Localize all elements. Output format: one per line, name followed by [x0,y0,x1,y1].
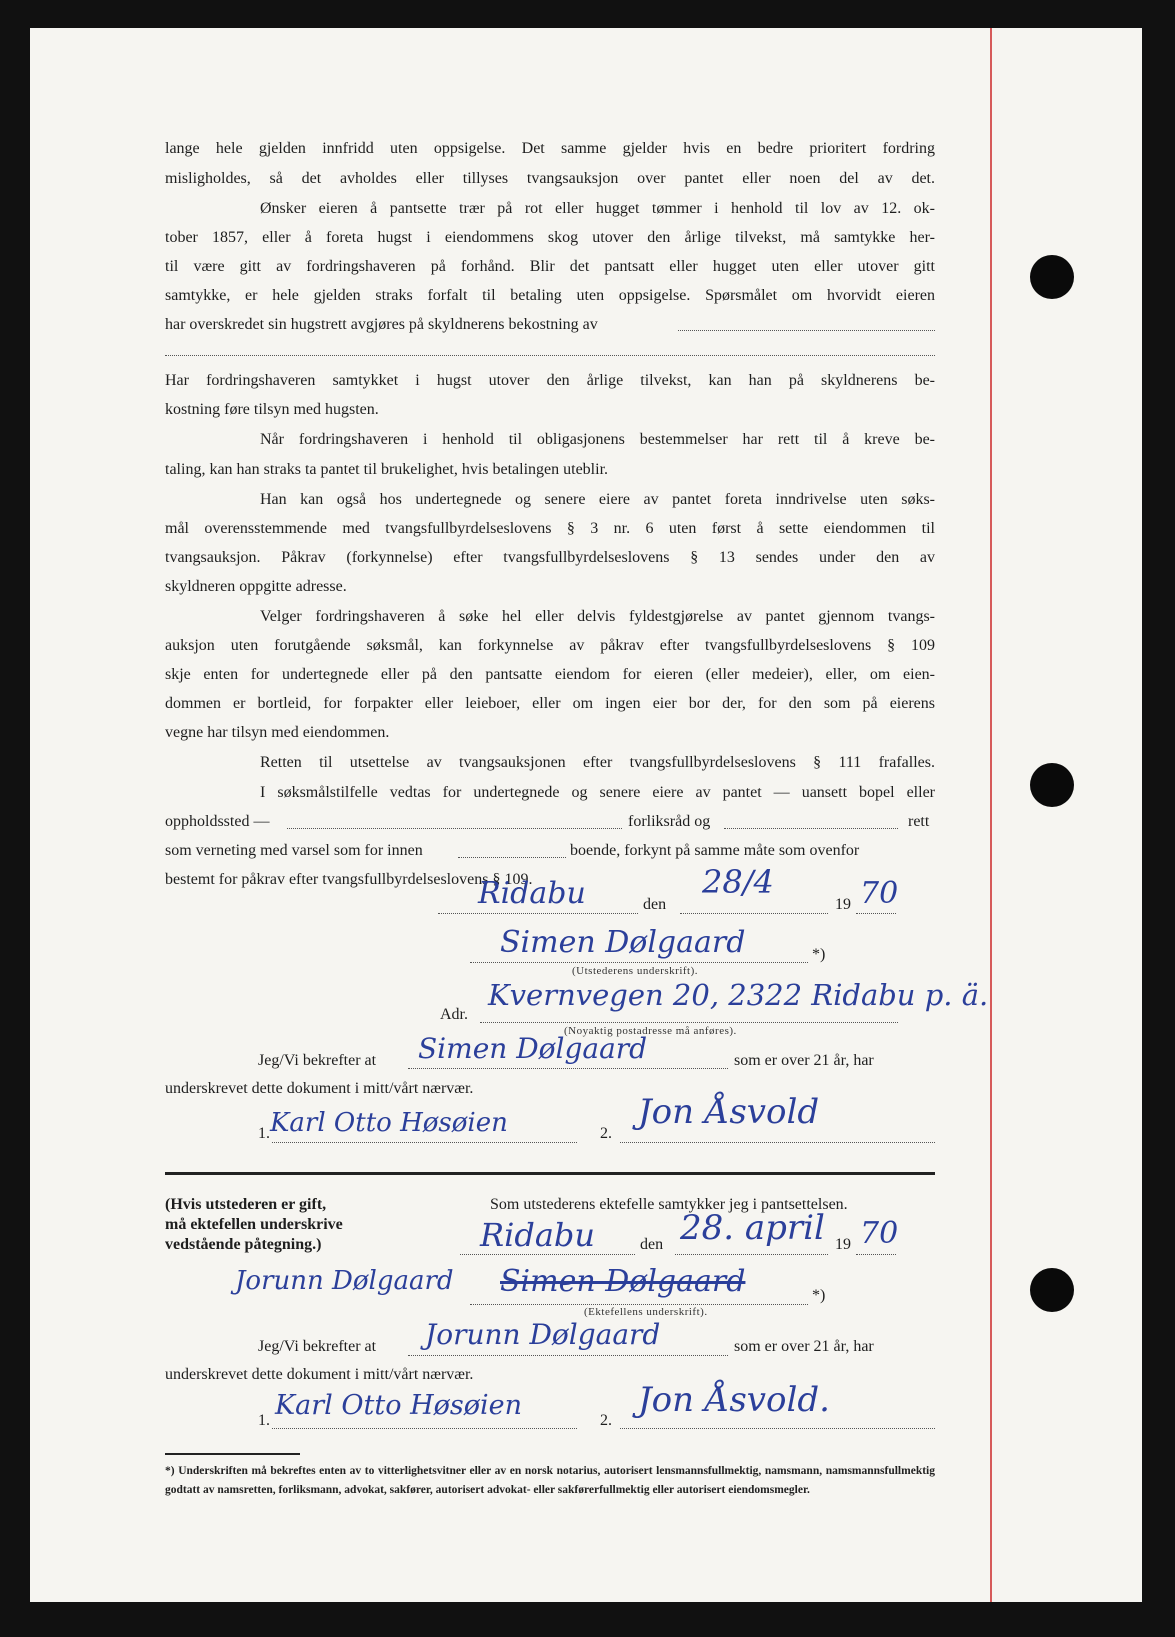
blank-line [724,828,898,829]
body-line: Velger fordringshaveren å søke hel eller delvis fyldestgjørelse av pantet gjennom tvangs- [260,608,935,625]
body-line: Retten til utsettelse av tvangsauksjonen efter tvangsfullbyrdelseslovens § 111 frafalles. [260,754,935,771]
spouse-note-line: må ektefellen underskrive [165,1216,343,1233]
blank-line [272,1142,577,1143]
handwritten-signature: Simen Dølgaard [500,925,746,960]
venue-line3: bestemt for påkrav efter tvangsfullbyrdelseslovens § 109. [165,871,533,888]
struck-signature: Simen Dølgaard [500,1264,746,1299]
handwritten-spouse-signature: Jorunn Dølgaard [235,1266,454,1296]
confirm-prefix: Jeg/Vi bekrefter at [258,1338,377,1355]
footnote-rule [165,1453,300,1455]
asterisk-mark: *) [812,946,826,963]
blank-line [856,1254,896,1255]
spouse-note-line: (Hvis utstederen er gift, [165,1196,327,1213]
handwritten-year: 70 [860,1216,899,1251]
body-line: samtykke, er hele gjelden straks forfalt til betaling uten oppsigelse. Spørsmålet om hvorvidt eieren [165,287,935,304]
witness1-number: 1. [258,1125,270,1142]
blank-line [470,962,808,963]
blank-line [620,1428,935,1429]
red-margin-line [990,28,992,1602]
signature-caption: (Ektefellens underskrift). [584,1306,708,1318]
blank-line [470,1304,808,1305]
blank-line [680,913,828,914]
body-line: Har fordringshaveren samtykket i hugst utover den årlige tilvekst, kan han på skyldnerens be- [165,372,935,389]
body-line: vegne har tilsyn med eiendommen. [165,724,390,741]
blank-line [675,1254,828,1255]
blank-line [480,1022,898,1023]
blank-line [458,857,566,858]
punch-hole-top [1030,255,1074,299]
body-line: taling, kan han straks ta pantet til brukelighet, hvis betalingen uteblir. [165,461,609,478]
body-line: misligholdes, så det avholdes eller tillyses tvangsauksjon over pantet eller noen del av det. [165,170,935,187]
witness2-number: 2. [600,1125,612,1142]
handwritten-year: 70 [860,876,899,911]
address-caption: (Noyaktig postadresse må anføres). [564,1025,737,1037]
address-label: Adr. [440,1006,468,1023]
blank-line [272,1428,577,1429]
confirm-line2: underskrevet dette dokument i mitt/vårt nærvær. [165,1366,474,1383]
spouse-consent-text: Som utstederens ektefelle samtykker jeg i pantsettelsen. [490,1196,848,1213]
venue-suffix: rett [908,813,930,830]
witness1-number: 1. [258,1412,270,1429]
venue-mid: forliksråd og [628,813,711,830]
confirm-prefix: Jeg/Vi bekrefter at [258,1052,377,1069]
body-line: auksjon uten forutgående søksmål, kan forkynnelse av påkrav efter tvangsfullbyrdelseslovens § 109 [165,637,935,654]
venue-prefix: oppholdssted — [165,813,270,830]
body-line: lange hele gjelden innfridd uten oppsigelse. Det samme gjelder hvis en bedre prioritert fordring [165,140,935,157]
body-line: tober 1857, eller å foreta hugst i eiendommens skog utover den årlige tilvekst, må samtykke her- [165,229,935,246]
blank-line [620,1142,935,1143]
body-line: mål overensstemmende med tvangsfullbyrdelseslovens § 3 nr. 6 uten først å sette eiendommen til [165,520,935,537]
confirm-suffix: som er over 21 år, har [734,1338,874,1355]
den-label: den [640,1236,664,1253]
handwritten-place: Ridabu [480,1216,595,1254]
body-line: skyldneren oppgitte adresse. [165,578,347,595]
venue-line2-prefix: som verneting med varsel som for innen [165,842,423,859]
punch-hole-bottom [1030,1268,1074,1312]
blank-line [408,1068,728,1069]
blank-line [438,913,638,914]
body-line: til være gitt av fordringshaveren på forhånd. Blir det pantsatt eller hugget uten eller utover gitt [165,258,935,275]
venue-line2-suffix: boende, forkynt på samme måte som ovenfor [570,842,860,859]
handwritten-witness1: Karl Otto Høsøien [270,1108,508,1138]
confirm-suffix: som er over 21 år, har [734,1052,874,1069]
blank-line [165,355,935,356]
blank-line [856,913,896,914]
body-line: dommen er bortleid, for forpakter eller leieboer, eller om ingen eier bor der, for den som på eierens [165,695,935,712]
handwritten-witness2: Jon Åsvold. [638,1380,830,1420]
handwritten-address: Kvernvegen 20, 2322 Ridabu p. ä. [488,978,989,1012]
year-prefix: 19 [835,896,851,913]
body-line: Ønsker eieren å pantsette trær på rot eller hugget tømmer i henhold til lov av 12. ok- [260,200,935,217]
handwritten-confirm-name: Simen Dølgaard [418,1032,648,1065]
body-line: tvangsauksjon. Påkrav (forkynnelse) efter tvangsfullbyrdelseslovens § 13 sendes under den av [165,549,935,566]
handwritten-date: 28/4 [702,863,774,901]
footnote: *) Underskriften må bekreftes enten av to vitterlighetsvitner eller av en norsk notarius, autorisert lensmannsfullmektig, namsmann, namsmannsfullmektig godtatt av namsretten, forliksmann, advokat, sakfører, autorisert advokat- eller sakførerfullmektig eller autorisert eiendomsmegler. [165,1465,935,1496]
body-line: I søksmålstilfelle vedtas for undertegnede og senere eiere av pantet — uansett bopel eller [260,784,935,801]
handwritten-witness1: Karl Otto Høsøien [275,1390,522,1421]
den-label: den [643,896,667,913]
body-line: kostning føre tilsyn med hugsten. [165,401,379,418]
document-page [30,28,1142,1602]
section-divider [165,1172,935,1175]
blank-line [678,330,935,331]
year-prefix: 19 [835,1236,851,1253]
confirm-line2: underskrevet dette dokument i mitt/vårt nærvær. [165,1080,474,1097]
body-line: skje enten for undertegnede eller på den pantsatte eiendom for eieren (eller medeier), eller, om eien- [165,666,935,683]
witness2-number: 2. [600,1412,612,1429]
spouse-note-line: vedstående påtegning.) [165,1236,322,1253]
handwritten-place: Ridabu [478,876,586,911]
handwritten-witness2: Jon Åsvold [638,1092,820,1132]
asterisk-mark: *) [812,1287,826,1304]
blank-line [408,1355,728,1356]
punch-hole-middle [1030,763,1074,807]
signature-caption: (Utstederens underskrift). [572,965,699,977]
body-line: har overskredet sin hugstrett avgjøres på skyldnerens bekostning av [165,316,598,333]
body-line: Når fordringshaveren i henhold til obligasjonens bestemmelser har rett til å kreve be- [260,431,935,448]
handwritten-date: 28. april [680,1208,825,1248]
handwritten-confirm-name: Jorunn Dølgaard [425,1318,661,1351]
blank-line [460,1254,635,1255]
blank-line [287,828,622,829]
body-line: Han kan også hos undertegnede og senere eiere av pantet foreta inndrivelse uten søks- [260,491,935,508]
